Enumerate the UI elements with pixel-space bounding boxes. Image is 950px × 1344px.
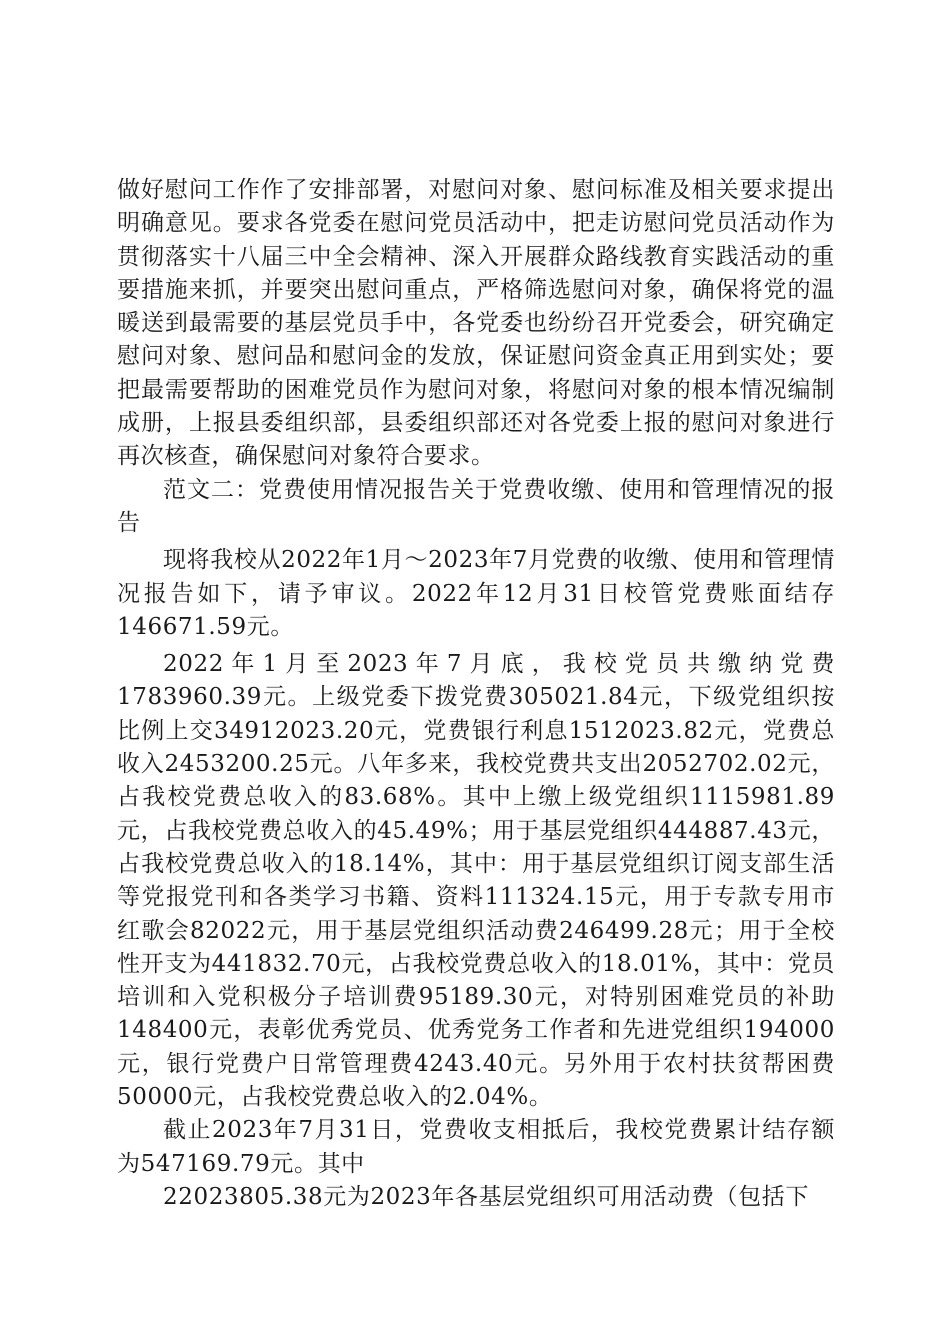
- paragraph-activity-fee: 22023805.38元为2023年各基层党组织可用活动费（包括下: [163, 1183, 809, 1210]
- paragraph-balance: 截止2023年7月31日，党费收支相抵后，我校党费累计结存额为547169.79元。其中: [117, 1117, 835, 1177]
- document-body: [117, 174, 835, 1214]
- paragraph-report-intro: 现将我校从2022年1月～2023年7月党费的收缴、使用和管理情况报告如下，请予审议。2022年12月31日校管党费账面结存146671.59元。: [117, 547, 835, 640]
- paragraph-condolence-work: 做好慰问工作作了安排部署，对慰问对象、慰问标准及相关要求提出明确意见。要求各党委在慰问党员活动中，把走访慰问党员活动作为贯彻落实十八届三中全会精神、深入开展群众路线教育实践活动的重要措施来抓，并要突出慰问重点，严格筛选慰问对象，确保将党的温暖送到最需要的基层党员手中，各党委也纷纷召开党委会，研究确定慰问对象、慰问品和慰问金的发放，保证慰问资金真正用到实处；要把最需要帮助的困难党员作为慰问对象，将慰问对象的根本情况编制成册，上报县委组织部，县委组织部还对各党委上报的慰问对象进行再次核查，确保慰问对象符合要求。: [117, 177, 835, 470]
- paragraph-fee-details: 2022年1月至2023年7月底，我校党员共缴纳党费1783960.39元。上级党委下拨党费305021.84元，下级党组织按比例上交34912023.20元，党费银行利息1512023.82元，党费总收入2453200.25元。八年多来，我校党费共支出2052702.02元，占我校党费总收入的83.68%。其中上缴上级党组织1115981.89元，占我校党费总收入的45.49%；用于基层党组织444887.43元，占我校党费总收入的18.14%，其中：用于基层党组织订阅支部生活等党报党刊和各类学习书籍、资料111324.15元，用于专款专用市红歌会82022元，用于基层党组织活动费246499.28元；用于全校性开支为441832.70元，占我校党费总收入的18.01%，其中：党员培训和入党积极分子培训费95189.30元，对特别困难党员的补助148400元，表彰优秀党员、优秀党务工作者和先进党组织194000元，银行党费户日常管理费4243.40元。另外用于农村扶贫帮困费50000元，占我校党费总收入的2.04%。: [117, 651, 835, 1111]
- paragraph-sample-two-title: 范文二：党费使用情况报告关于党费收缴、使用和管理情况的报告: [117, 476, 835, 536]
